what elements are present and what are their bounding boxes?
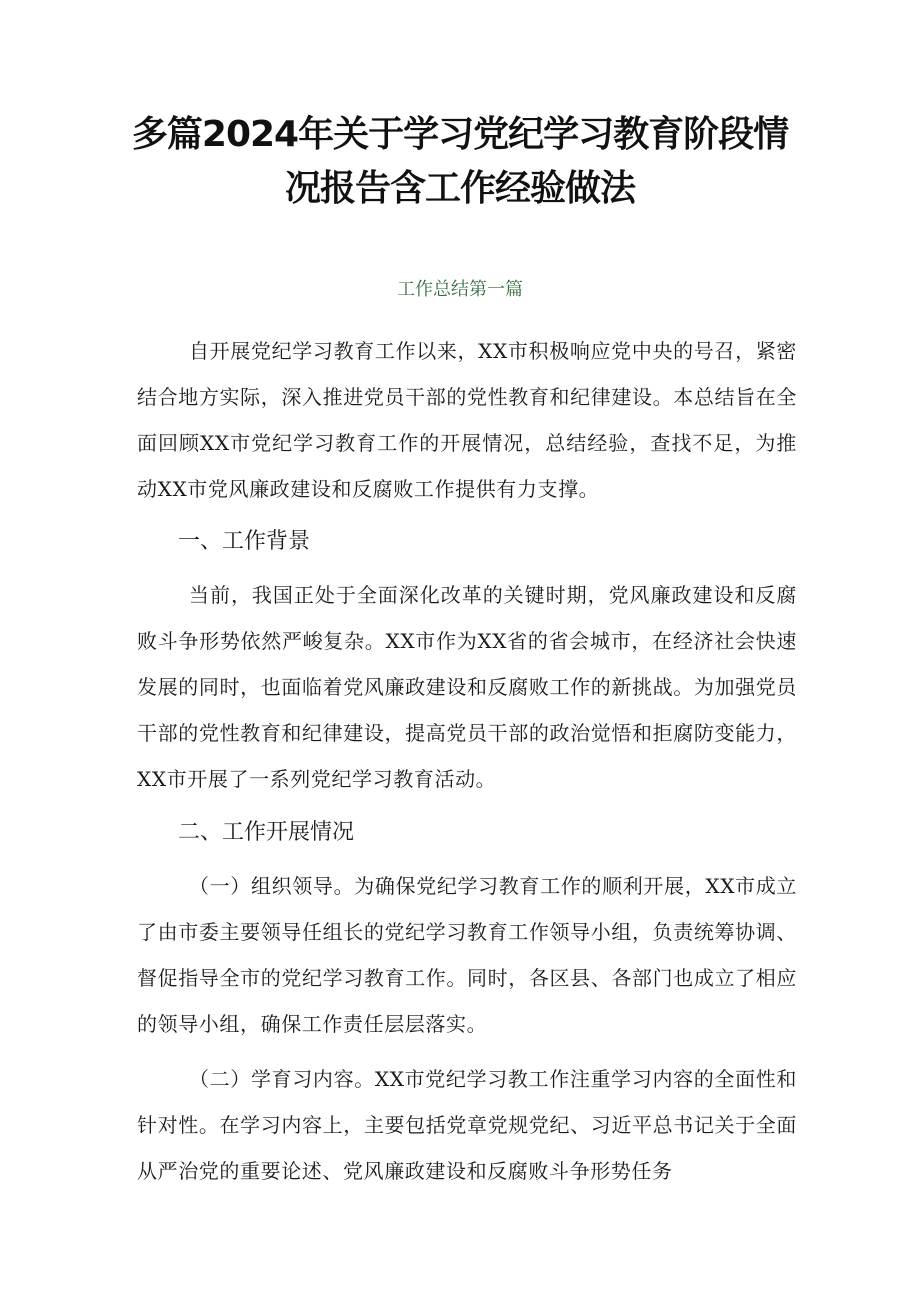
organization-paragraph: （一）组织领导。为确保党纪学习教育工作的顺利开展，XX市成立了由市委主要领导任组长的党纪学习教育工作领导小组，负责统筹协调、督促指导全市的党纪学习教育工作。同时，各区县、各部门也成立了相应的领导小组，确保工作责任层层落实。 <box>137 874 797 1036</box>
section-title: 工作总结第一篇 <box>397 279 523 300</box>
heading-work-progress: 二、工作开展情况 <box>178 820 355 845</box>
intro-paragraph: 自开展党纪学习教育工作以来，XX市积极响应党中央的号召，紧密结合地方实际，深入推进党员干部的党性教育和纪律建设。本总结旨在全面回顾XX市党纪学习教育工作的开展情况，总结经验，查找不足，为推动XX市党风廉政建设和反腐败工作提供有力支撑。 <box>137 339 797 501</box>
heading-background: 一、工作背景 <box>178 529 311 554</box>
document-title: 多篇2024年关于学习党纪学习教育阶段情况报告含工作经验做法 <box>131 114 789 209</box>
study-content-paragraph: （二）学育习内容。XX市党纪学习教工作注重学习内容的全面性和针对性。在学习内容上，主要包括党章党规党纪、习近平总书记关于全面从严治党的重要论述、党风廉政建设和反腐败斗争形势任务 <box>137 1067 797 1183</box>
background-paragraph: 当前，我国正处于全面深化改革的关键时期，党风廉政建设和反腐败斗争形势依然严峻复杂。XX市作为XX省的省会城市，在经济社会快速发展的同时，也面临着党风廉政建设和反腐败工作的新挑战。为加强党员干部的党性教育和纪律建设，提高党员干部的政治觉悟和拒腐防变能力，XX市开展了一系列党纪学习教育活动。 <box>137 583 797 791</box>
